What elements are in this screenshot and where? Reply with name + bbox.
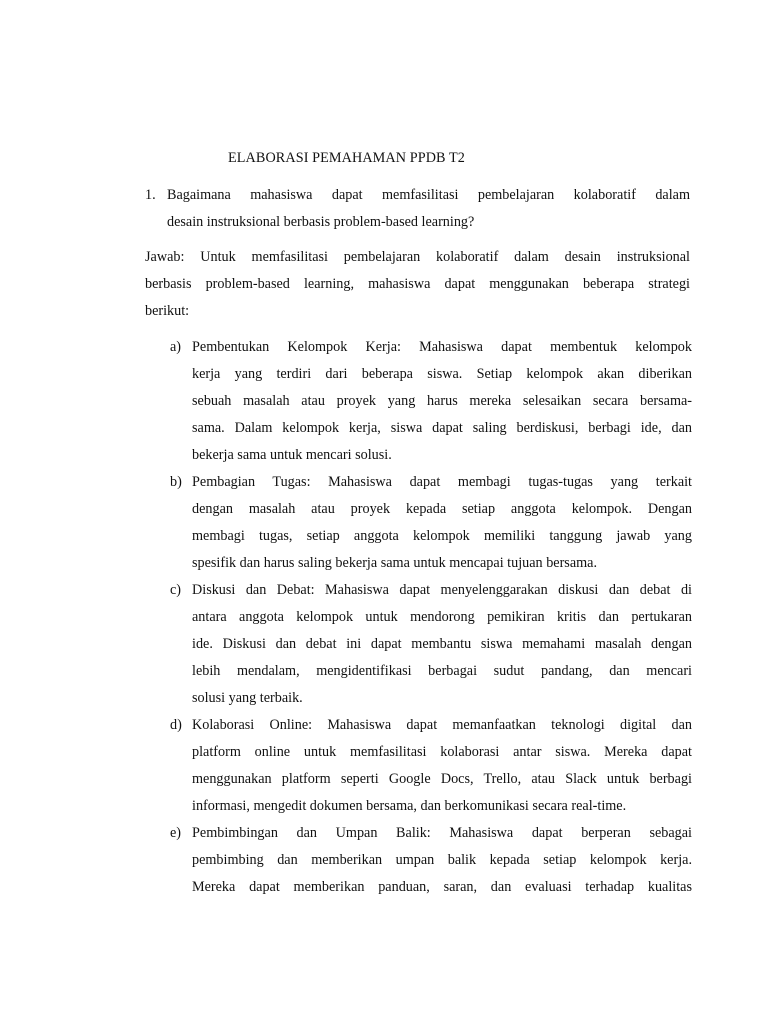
list-item-line: bekerja sama untuk mencari solusi.	[192, 447, 392, 463]
list-item-line: Pembentukan Kelompok Kerja: Mahasiswa dapat membentuk kelompok	[192, 339, 692, 355]
strategy-list	[170, 334, 692, 901]
list-item-line: Diskusi dan Debat: Mahasiswa dapat menyelenggarakan diskusi dan debat di	[192, 582, 692, 598]
list-item-line: Kolaborasi Online: Mahasiswa dapat memanfaatkan teknologi digital dan	[192, 717, 692, 733]
answer-line: berbasis problem-based learning, mahasiswa dapat menggunakan beberapa strategi	[145, 276, 690, 292]
list-item-line: sebuah masalah atau proyek yang harus mereka selesaikan secara bersama-	[192, 393, 692, 409]
question-number: 1.	[145, 187, 156, 203]
list-marker: b)	[170, 474, 182, 490]
list-item-line: lebih mendalam, mengidentifikasi berbagai sudut pandang, dan mencari	[192, 663, 692, 679]
list-item-line: antara anggota kelompok untuk mendorong pemikiran kritis dan pertukaran	[192, 609, 692, 625]
question-line: desain instruksional berbasis problem-based learning?	[167, 214, 475, 230]
answer-line: berikut:	[145, 303, 190, 319]
list-item-line: Pembagian Tugas: Mahasiswa dapat membagi tugas-tugas yang terkait	[192, 474, 692, 490]
list-marker: c)	[170, 582, 182, 598]
list-item-line: menggunakan platform seperti Google Docs, Trello, atau Slack untuk berbagi	[192, 771, 692, 787]
list-item-line: kerja yang terdiri dari beberapa siswa. Setiap kelompok akan diberikan	[192, 366, 692, 382]
list-item	[170, 577, 692, 712]
list-marker: e)	[170, 825, 182, 841]
list-marker: d)	[170, 717, 182, 733]
list-item-text	[192, 820, 692, 901]
question-line: Bagaimana mahasiswa dapat memfasilitasi pembelajaran kolaboratif dalam	[167, 187, 690, 203]
list-item-line: membagi tugas, setiap anggota kelompok memiliki tanggung jawab yang	[192, 528, 692, 544]
list-item-text	[192, 334, 692, 469]
document-title: ELABORASI PEMAHAMAN PPDB T2	[228, 150, 465, 166]
list-item-line: platform online untuk memfasilitasi kolaborasi antar siswa. Mereka dapat	[192, 744, 692, 760]
list-item-line: solusi yang terbaik.	[192, 690, 303, 706]
list-item	[170, 334, 692, 469]
answer-line: Jawab: Untuk memfasilitasi pembelajaran kolaboratif dalam desain instruksional	[145, 249, 690, 265]
list-item-line: ide. Diskusi dan debat ini dapat membantu siswa memahami masalah dengan	[192, 636, 692, 652]
list-item	[170, 820, 692, 901]
list-item-line: Pembimbingan dan Umpan Balik: Mahasiswa dapat berperan sebagai	[192, 825, 692, 841]
list-item-line: pembimbing dan memberikan umpan balik kepada setiap kelompok kerja.	[192, 852, 692, 868]
list-item	[170, 712, 692, 820]
list-item-line: sama. Dalam kelompok kerja, siswa dapat saling berdiskusi, berbagi ide, dan	[192, 420, 692, 436]
list-item-text	[192, 712, 692, 820]
question-text	[167, 182, 690, 236]
list-item-text	[192, 577, 692, 712]
list-item	[170, 469, 692, 577]
list-marker: a)	[170, 339, 182, 355]
list-item-line: spesifik dan harus saling bekerja sama untuk mencapai tujuan bersama.	[192, 555, 598, 571]
list-item-line: informasi, mengedit dokumen bersama, dan berkomunikasi secara real-time.	[192, 798, 627, 814]
answer-intro	[145, 244, 690, 325]
question-1	[145, 182, 690, 236]
list-item-text	[192, 469, 692, 577]
list-item-line: dengan masalah atau proyek kepada setiap anggota kelompok. Dengan	[192, 501, 692, 517]
list-item-line: Mereka dapat memberikan panduan, saran, dan evaluasi terhadap kualitas	[192, 879, 692, 895]
